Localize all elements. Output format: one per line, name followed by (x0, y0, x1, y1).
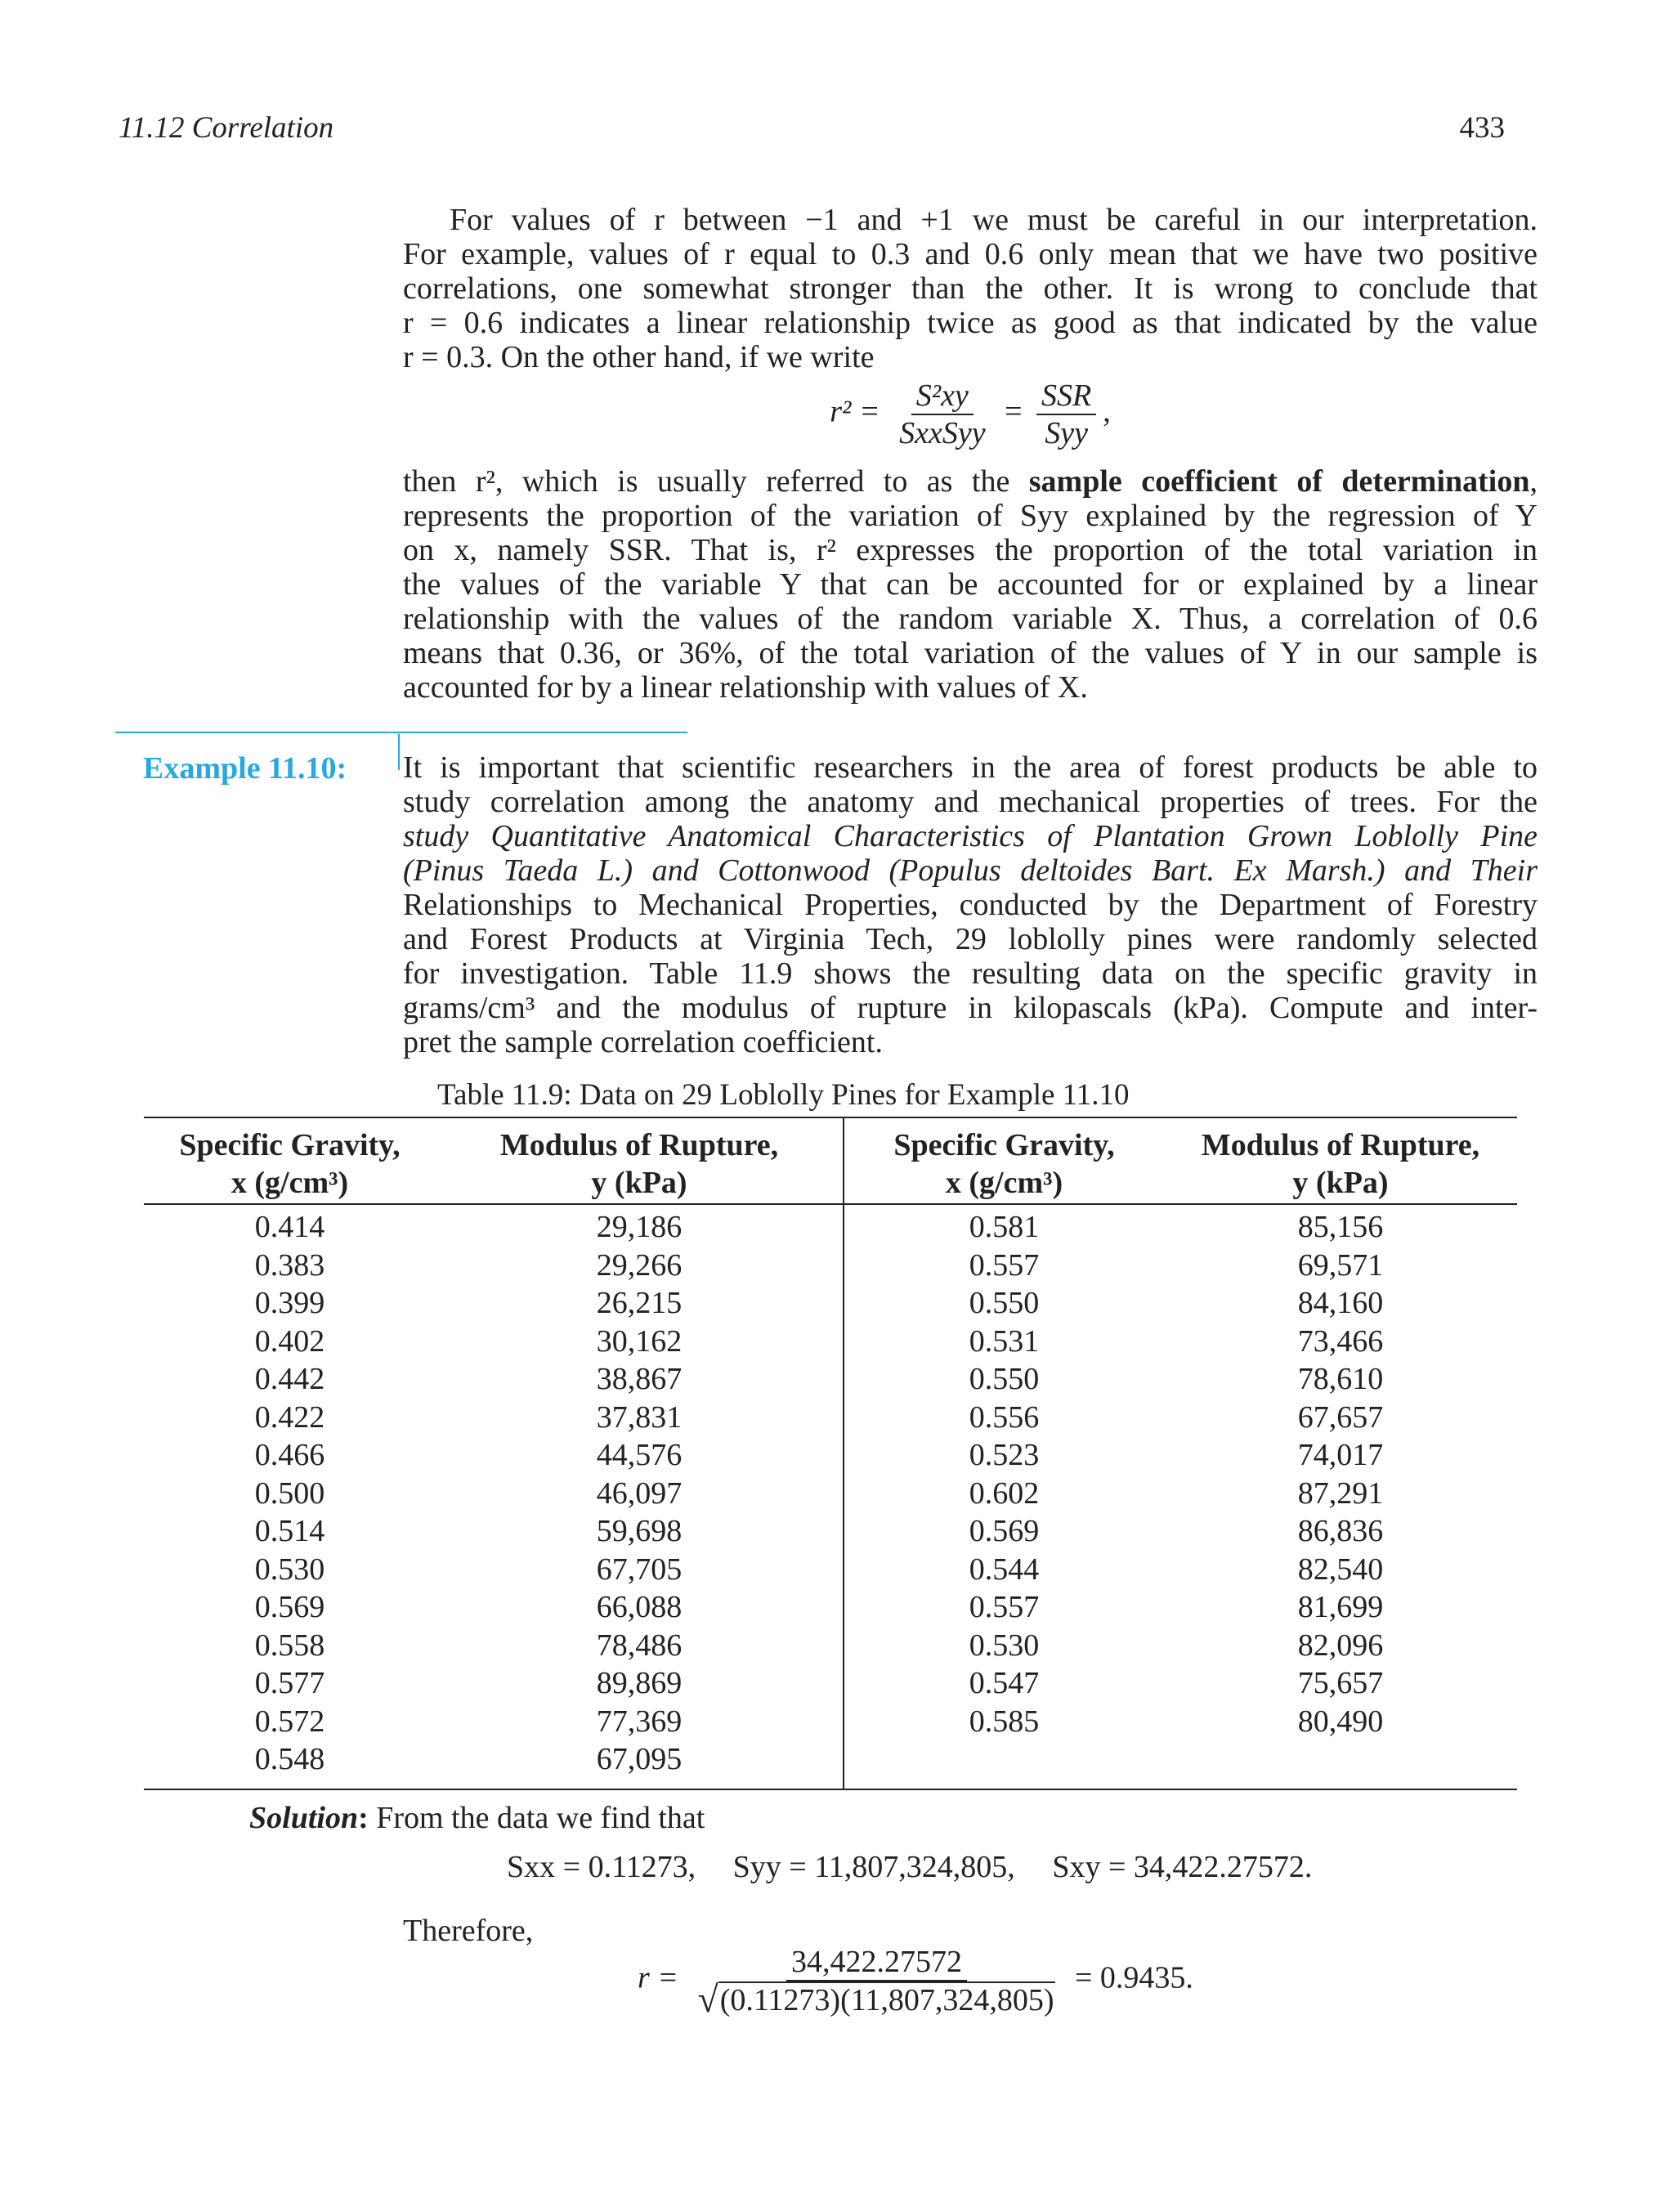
para2-text: then r², which is usually referred to as the (403, 464, 1029, 499)
cell-specific-gravity: 0.557 (969, 1247, 1040, 1283)
cell-modulus-rupture: 26,215 (436, 1284, 844, 1323)
fraction-numerator: SSR (1036, 378, 1096, 415)
cell-specific-gravity: 0.383 (254, 1247, 325, 1283)
syy-value: Syy = 11,807,324,805, (732, 1850, 1015, 1884)
cell-modulus-rupture: 85,156 (1297, 1210, 1384, 1244)
table-row (144, 1627, 1517, 1665)
para2-line: on x, namely SSR. That is, r² expresses the proportion of the total variation in (403, 533, 1537, 567)
cell-specific-gravity: 0.530 (969, 1628, 1040, 1663)
cell-specific-gravity: 0.550 (969, 1362, 1040, 1396)
cell-specific-gravity: 0.602 (969, 1475, 1040, 1511)
intro-line: correlations, one somewhat stronger than the other. It is wrong to conclude that (403, 271, 1537, 306)
cell-modulus-rupture: 44,576 (436, 1436, 844, 1475)
cell-modulus-rupture: 86,836 (1297, 1514, 1384, 1548)
para2-line: means that 0.36, or 36%, of the total variation of the values of Y in our sample is (403, 636, 1537, 670)
cell-modulus-rupture: 82,096 (1297, 1628, 1384, 1663)
cell-modulus-rupture: 81,699 (1297, 1590, 1384, 1624)
r-result: = 0.9435. (1074, 1960, 1193, 1995)
header-unit-y: y (kPa) (436, 1164, 844, 1204)
cell-modulus-rupture: 78,486 (436, 1627, 844, 1665)
cell-modulus-rupture (1164, 1740, 1517, 1779)
page-number: 433 (1459, 111, 1505, 145)
header-specific-gravity: Specific Gravity, (893, 1128, 1115, 1162)
cell-modulus-rupture: 75,657 (1297, 1666, 1384, 1700)
running-header-section: 11.12 Correlation (119, 111, 334, 145)
cell-specific-gravity: 0.557 (969, 1590, 1040, 1624)
table-row (144, 1436, 1517, 1475)
cell-specific-gravity: 0.530 (254, 1552, 325, 1587)
intro-paragraph (403, 203, 1537, 374)
cell-modulus-rupture: 29,266 (436, 1247, 844, 1285)
r-equation (638, 1944, 1193, 2020)
cell-modulus-rupture: 37,831 (436, 1399, 844, 1437)
cell-modulus-rupture: 69,571 (1297, 1247, 1384, 1283)
example-line: study correlation among the anatomy and mechanical properties of trees. For the (403, 785, 1537, 819)
table-row (144, 1323, 1517, 1361)
term-sample-coefficient: sample coefficient of determination (1028, 464, 1530, 499)
fraction-ssr (1036, 378, 1096, 451)
cell-modulus-rupture: 59,698 (436, 1512, 844, 1551)
table-caption: Table 11.9: Data on 29 Loblolly Pines for Example 11.10 (437, 1078, 1130, 1112)
cell-modulus-rupture: 84,160 (1297, 1286, 1384, 1320)
solution-intro (249, 1800, 705, 1836)
cell-specific-gravity: 0.577 (254, 1666, 325, 1700)
cell-modulus-rupture: 82,540 (1297, 1552, 1384, 1587)
table-row (144, 1664, 1517, 1703)
cell-modulus-rupture: 73,466 (1297, 1323, 1384, 1359)
cell-modulus-rupture: 80,490 (1297, 1704, 1384, 1739)
equals-sign: = (1005, 394, 1023, 429)
table-row (144, 1284, 1517, 1323)
cell-specific-gravity: 0.422 (254, 1399, 325, 1435)
cell-specific-gravity: 0.544 (969, 1552, 1040, 1587)
fraction-sxy (894, 378, 990, 451)
solution-label: Solution (249, 1801, 359, 1835)
cell-modulus-rupture: 89,869 (436, 1664, 844, 1703)
fraction-numerator: S²xy (911, 378, 974, 415)
r-squared-equation (403, 378, 1537, 451)
example-line: Relationships to Mechanical Properties, conducted by the Department of Forestry (403, 888, 1537, 922)
cell-modulus-rupture: 30,162 (436, 1323, 844, 1361)
example-label: Example 11.10: (143, 751, 347, 786)
cell-specific-gravity: 0.442 (254, 1362, 325, 1396)
example-line: It is important that scientific researchers in the area of forest products be able to (403, 750, 1537, 785)
table-row (144, 1247, 1517, 1285)
determination-paragraph (403, 464, 1537, 705)
intro-line: r = 0.3. On the other hand, if we write (403, 340, 875, 374)
r-denominator (692, 1978, 1060, 2020)
cell-specific-gravity: 0.466 (254, 1438, 325, 1472)
cell-specific-gravity: 0.548 (254, 1742, 325, 1776)
table-row (144, 1512, 1517, 1551)
cell-modulus-rupture: 29,186 (436, 1204, 844, 1247)
example-marker (398, 734, 400, 770)
table-row (144, 1399, 1517, 1437)
cell-specific-gravity: 0.569 (254, 1590, 325, 1624)
cell-modulus-rupture: 67,095 (436, 1740, 844, 1779)
para2-line: relationship with the values of the random variable X. Thus, a correlation of 0.6 (403, 602, 1537, 636)
cell-modulus-rupture: 74,017 (1297, 1438, 1384, 1472)
para2-line: the values of the variable Y that can be accounted for or explained by a linear (403, 567, 1537, 602)
example-line: and Forest Products at Virginia Tech, 29 loblolly pines were randomly selected (403, 922, 1537, 956)
header-modulus-rupture: Modulus of Rupture, (1201, 1128, 1480, 1162)
para2-text: , (1529, 464, 1537, 499)
solution-colon: : (358, 1801, 369, 1835)
table-row (144, 1740, 1517, 1779)
sqrt-icon: √ (697, 1978, 718, 2020)
cell-specific-gravity: 0.572 (254, 1704, 325, 1739)
example-line: pret the sample correlation coefficient. (403, 1025, 883, 1059)
cell-specific-gravity: 0.556 (969, 1399, 1040, 1435)
example-divider (115, 732, 687, 733)
cell-modulus-rupture: 38,867 (436, 1360, 844, 1399)
r-fraction (692, 1944, 1060, 2020)
table-row (144, 1360, 1517, 1399)
cell-specific-gravity: 0.569 (969, 1514, 1040, 1548)
table-row (144, 1551, 1517, 1589)
cell-specific-gravity: 0.402 (254, 1323, 325, 1359)
intro-line: For example, values of r equal to 0.3 and 0.6 only mean that we have two positive (403, 237, 1537, 271)
cell-specific-gravity: 0.547 (969, 1666, 1040, 1700)
cell-modulus-rupture: 78,610 (1297, 1362, 1384, 1396)
para2-line: accounted for by a linear relationship with values of X. (403, 670, 1088, 705)
cell-modulus-rupture: 87,291 (1297, 1475, 1384, 1511)
table-row (144, 1204, 1517, 1247)
cell-modulus-rupture: 67,657 (1297, 1399, 1384, 1435)
cell-specific-gravity: 0.531 (969, 1323, 1040, 1359)
cell-specific-gravity: 0.558 (254, 1628, 325, 1663)
table-row (144, 1588, 1517, 1627)
para2-line (403, 464, 1537, 499)
fraction-denominator: SxxSyy (899, 416, 986, 450)
r-lhs: r = (638, 1960, 678, 1995)
sxx-value: Sxx = 0.11273, (507, 1850, 696, 1884)
example-paragraph (403, 750, 1537, 1059)
fraction-denominator: Syy (1045, 416, 1088, 450)
cell-modulus-rupture: 67,705 (436, 1551, 844, 1589)
example-line: for investigation. Table 11.9 shows the resulting data on the specific gravity in (403, 956, 1537, 991)
sxy-value: Sxy = 34,422.27572. (1052, 1850, 1313, 1884)
loblolly-pine-table (144, 1117, 1517, 1790)
cell-modulus-rupture: 77,369 (436, 1703, 844, 1741)
equation-lhs: r² = (830, 394, 880, 429)
header-unit-x: x (g/cm³) (144, 1164, 436, 1204)
solution-text: From the data we find that (368, 1801, 705, 1835)
cell-specific-gravity: 0.514 (254, 1514, 325, 1548)
cell-specific-gravity: 0.414 (254, 1210, 325, 1244)
header-unit-y: y (kPa) (1164, 1164, 1517, 1204)
header-specific-gravity: Specific Gravity, (179, 1128, 401, 1162)
example-line: study Quantitative Anatomical Characteristics of Plantation Grown Loblolly Pine (403, 819, 1537, 853)
para2-line: represents the proportion of the variation of Syy explained by the regression of Y (403, 499, 1537, 533)
cell-specific-gravity: 0.585 (969, 1704, 1040, 1739)
equation-comma: , (1103, 394, 1111, 429)
cell-specific-gravity: 0.500 (254, 1475, 325, 1511)
cell-specific-gravity: 0.581 (969, 1210, 1040, 1244)
cell-specific-gravity (844, 1740, 1164, 1779)
cell-modulus-rupture: 46,097 (436, 1475, 844, 1513)
header-unit-x: x (g/cm³) (844, 1164, 1164, 1204)
cell-specific-gravity: 0.399 (254, 1286, 325, 1320)
example-line: (Pinus Taeda L.) and Cottonwood (Populus deltoides Bart. Ex Marsh.) and Their (403, 853, 1537, 888)
r-numerator: 34,422.27572 (786, 1944, 967, 1981)
intro-line: For values of r between −1 and +1 we must be careful in our interpretation. (450, 203, 1537, 237)
header-modulus-rupture: Modulus of Rupture, (436, 1118, 844, 1164)
therefore-text: Therefore, (403, 1914, 534, 1948)
table-row (144, 1703, 1517, 1741)
intro-line: r = 0.6 indicates a linear relationship twice as good as that indicated by the value (403, 306, 1537, 340)
r-denominator-radicand: (0.11273)(11,807,324,805) (719, 1983, 1054, 2017)
sums-of-squares (507, 1849, 1312, 1885)
cell-specific-gravity: 0.550 (969, 1286, 1040, 1320)
table-row (144, 1475, 1517, 1513)
cell-modulus-rupture: 66,088 (436, 1588, 844, 1627)
example-line: grams/cm³ and the modulus of rupture in kilopascals (kPa). Compute and inter- (403, 991, 1537, 1025)
cell-specific-gravity: 0.523 (969, 1438, 1040, 1472)
